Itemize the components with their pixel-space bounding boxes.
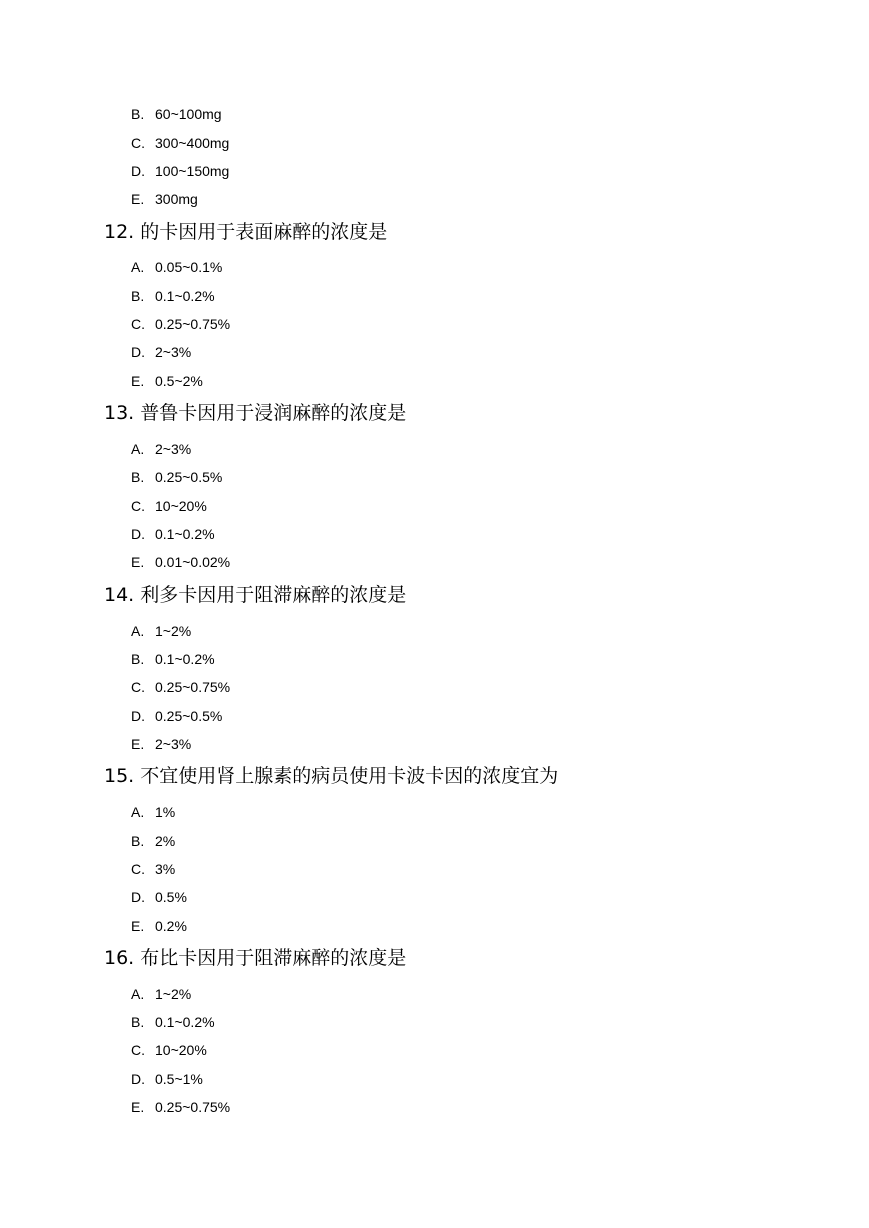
option-d: D. 0.5% (131, 889, 187, 905)
option-e: E. 0.5~2% (131, 373, 203, 389)
option-d: D. 0.1~0.2% (131, 526, 215, 542)
option-a: A. 1% (131, 804, 176, 820)
option-a: A. 1~2% (131, 623, 192, 639)
question-13-title: 13. 普鲁卡因用于浸润麻醉的浓度是 (104, 402, 407, 424)
option-c: C. 300~400mg (131, 135, 230, 151)
option-a: A. 1~2% (131, 986, 192, 1002)
option-e: E. 300mg (131, 191, 198, 207)
option-b: B. 0.1~0.2% (131, 288, 215, 304)
option-b: B. 0.1~0.2% (131, 651, 215, 667)
option-d: D. 0.25~0.5% (131, 708, 223, 724)
option-e: E. 0.01~0.02% (131, 554, 231, 570)
option-b: B. 2% (131, 833, 176, 849)
question-14-title: 14. 利多卡因用于阻滞麻醉的浓度是 (104, 584, 407, 606)
option-c: C. 0.25~0.75% (131, 316, 231, 332)
option-a: A. 0.05~0.1% (131, 259, 223, 275)
option-b: B. 60~100mg (131, 106, 222, 122)
option-b: B. 0.1~0.2% (131, 1014, 215, 1030)
option-b: B. 0.25~0.5% (131, 469, 223, 485)
option-d: D. 0.5~1% (131, 1071, 203, 1087)
option-e: E. 2~3% (131, 736, 192, 752)
question-15-title: 15. 不宜使用肾上腺素的病员使用卡波卡因的浓度宜为 (104, 765, 559, 787)
option-a: A. 2~3% (131, 441, 192, 457)
question-16-title: 16. 布比卡因用于阻滞麻醉的浓度是 (104, 947, 407, 969)
option-c: C. 3% (131, 861, 176, 877)
option-c: C. 0.25~0.75% (131, 679, 231, 695)
option-d: D. 2~3% (131, 344, 192, 360)
option-e: E. 0.25~0.75% (131, 1099, 231, 1115)
option-e: E. 0.2% (131, 918, 187, 934)
option-c: C. 10~20% (131, 1042, 207, 1058)
question-12-title: 12. 的卡因用于表面麻醉的浓度是 (104, 221, 388, 243)
option-c: C. 10~20% (131, 498, 207, 514)
option-d: D. 100~150mg (131, 163, 230, 179)
